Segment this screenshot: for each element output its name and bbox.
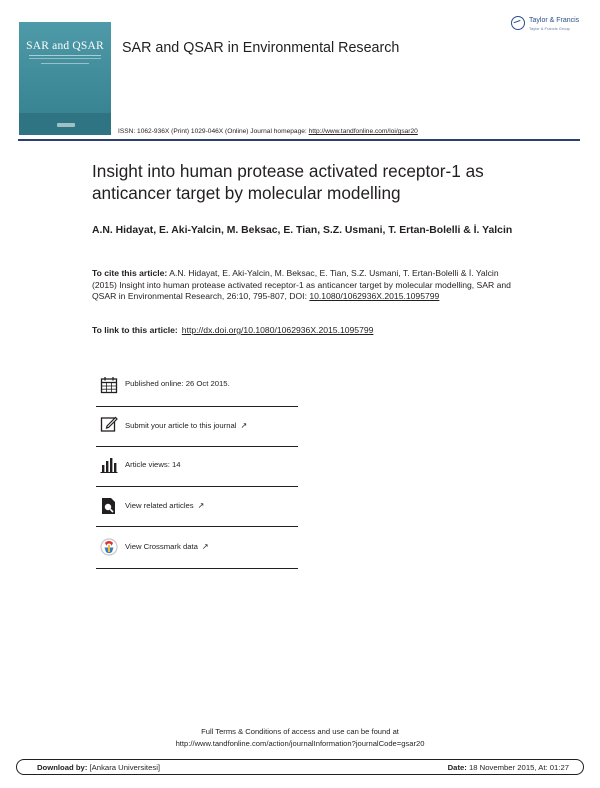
document-search-icon (100, 497, 118, 515)
publisher-logo-icon (511, 16, 525, 30)
link-label: To link to this article: (92, 325, 178, 335)
journal-cover-thumbnail (19, 22, 111, 135)
crossmark-data-label: View Crossmark data (125, 542, 198, 551)
download-date-value: 18 November 2015, At: 01:27 (466, 763, 569, 772)
citation-doi-link[interactable]: 10.1080/1062936X.2015.1095799 (309, 291, 440, 302)
publisher-name: Taylor & Francis (529, 17, 580, 24)
crossmark-icon (100, 538, 118, 556)
journal-title: SAR and QSAR in Environmental Research (122, 40, 400, 56)
bar-chart-icon (100, 456, 118, 474)
cover-publisher-logo (57, 123, 75, 127)
related-articles-label: View related articles (125, 501, 194, 510)
downloaded-by (37, 763, 160, 772)
download-date (448, 763, 569, 772)
article-doi-link[interactable]: http://dx.doi.org/10.1080/1062936X.2015.1095799 (181, 325, 374, 335)
terms-url-link[interactable]: http://www.tandfonline.com/action/journalInformation?journalCode=gsar20 (175, 739, 425, 748)
download-date-label: Date: (447, 763, 467, 772)
downloaded-by-value: [Ankara Universitesi] (87, 763, 161, 772)
download-info-bar (16, 759, 584, 775)
edit-icon (100, 415, 118, 433)
issn-text: ISSN: 1062-936X (Print) 1029-046X (Online) Journal homepage: (118, 128, 309, 135)
publisher-logo[interactable] (511, 14, 581, 42)
submit-article-link[interactable] (125, 421, 247, 430)
downloaded-by-label: Download by: (37, 763, 88, 772)
header-divider (18, 139, 580, 141)
info-row-related[interactable] (96, 487, 298, 527)
info-row-published (96, 367, 298, 407)
article-link-line (92, 325, 373, 335)
related-articles-link[interactable] (125, 501, 204, 510)
info-row-submit[interactable] (96, 407, 298, 447)
publisher-tagline: Taylor & Francis Group (529, 26, 570, 31)
terms-line: Full Terms & Conditions of access and use can be found at (201, 727, 399, 736)
issn-line (118, 128, 418, 135)
article-title: Insight into human protease activated receptor-1 as anticancer target by molecular modelling (92, 161, 484, 203)
article-authors: A.N. Hidayat, E. Aki-Yalcin, M. Beksac, E. Tian, S.Z. Usmani, T. Ertan-Bolelli & İ. Yalcin (92, 225, 513, 236)
external-link-icon: ↗ (197, 501, 205, 510)
journal-homepage-link[interactable]: http://www.tandfonline.com/loi/gsar20 (308, 128, 418, 135)
calendar-icon (100, 376, 118, 394)
info-row-views (96, 447, 298, 487)
info-row-crossmark[interactable] (96, 527, 298, 569)
cover-decoration (41, 63, 89, 64)
external-link-icon: ↗ (201, 542, 209, 551)
citation-block (92, 268, 512, 303)
citation-text: A.N. Hidayat, E. Aki-Yalcin, M. Beksac, E. Tian, S.Z. Usmani, T. Ertan-Bolelli & İ. Yalcin (2015) Insight into human protease activated receptor-1 as anticancer target by molecular modelling, SAR and QSAR in Environmental Research, 26:10, 795-807, DOI: (92, 268, 511, 302)
article-views-text: Article views: 14 (125, 460, 181, 469)
citation-label: To cite this article: (92, 268, 168, 278)
published-online-text: Published online: 26 Oct 2015. (125, 379, 230, 388)
crossmark-data-link[interactable] (125, 542, 209, 551)
external-link-icon: ↗ (240, 421, 248, 430)
submit-article-label: Submit your article to this journal (125, 421, 237, 430)
cover-subtitle-rule (29, 55, 101, 59)
cover-title: SAR and QSAR (26, 40, 104, 52)
